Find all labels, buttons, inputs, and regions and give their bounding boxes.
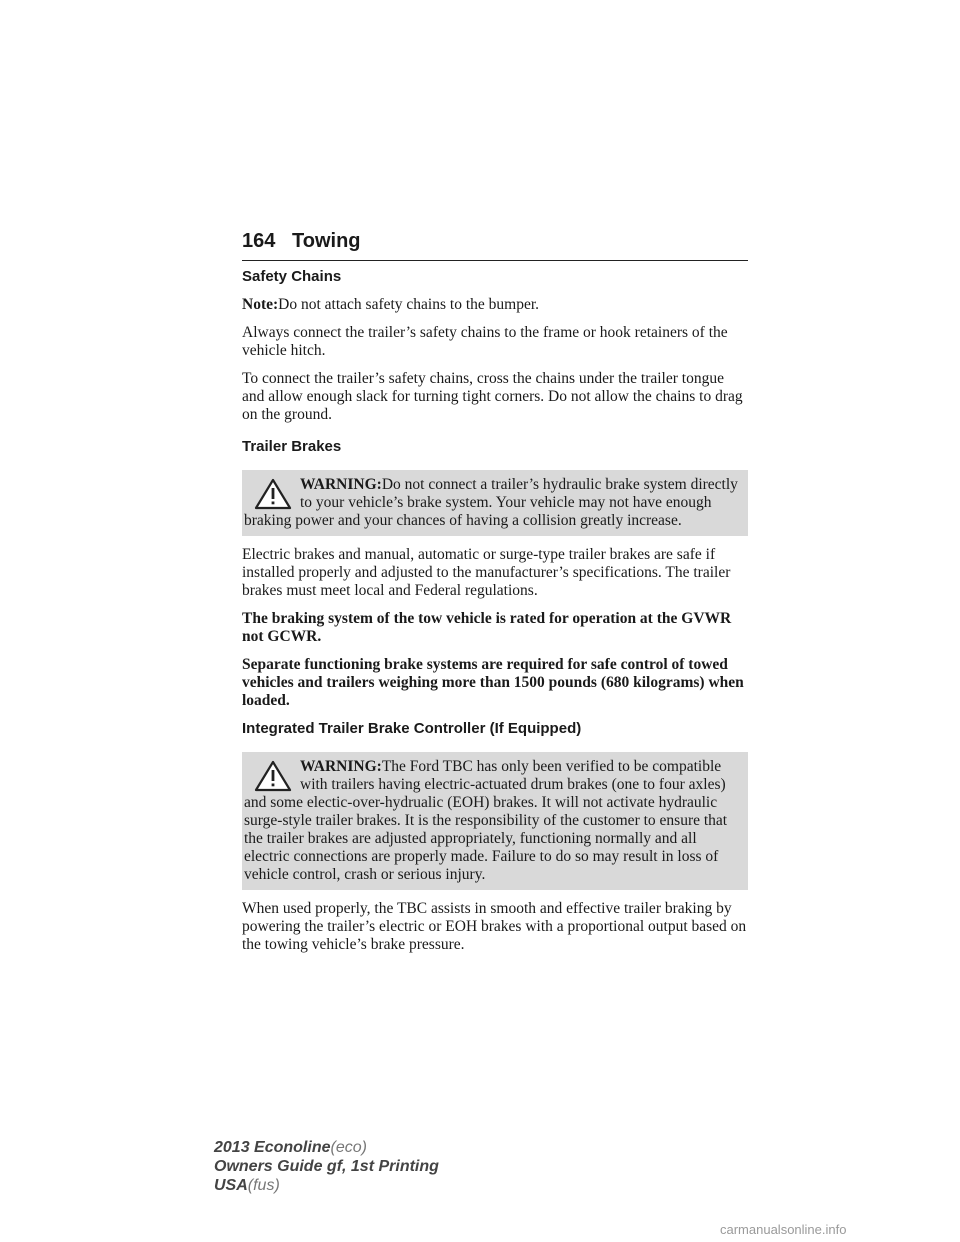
footer-region: USA	[214, 1177, 248, 1194]
heading-tbc: Integrated Trailer Brake Controller (If Equipped)	[242, 720, 582, 737]
safety-chains-paragraph-1: Always connect the trailer’s safety chains to the frame or hook retainers of the vehicle hitch.	[242, 324, 728, 359]
tbc-paragraph-1: When used properly, the TBC assists in smooth and effective trailer braking by powering the trailer’s electric or EOH brakes with a proportional output based on the towing vehicle’s brake pressure.	[242, 900, 747, 953]
trailer-brakes-paragraph-1: Electric brakes and manual, automatic or surge-type trailer brakes are safe if installed properly and adjusted to the manufacturer’s specifications. The trailer brakes must meet local and Federal regulations.	[242, 546, 731, 599]
warning-triangle-icon	[254, 478, 292, 510]
warning-triangle-icon	[254, 760, 292, 792]
note-text: Do not attach safety chains to the bumper.	[278, 296, 539, 313]
trailer-brakes-paragraph-2: The braking system of the tow vehicle is rated for operation at the GVWR not GCWR.	[242, 610, 732, 645]
footer-model: 2013 Econoline	[214, 1139, 331, 1156]
heading-trailer-brakes: Trailer Brakes	[242, 438, 342, 455]
watermark: carmanualsonline.info	[720, 1222, 847, 1237]
warning-label: WARNING:	[300, 758, 382, 775]
page-number: 164	[242, 230, 276, 252]
heading-safety-chains: Safety Chains	[242, 268, 342, 285]
page-content	[242, 268, 748, 964]
footer-guide: Owners Guide gf, 1st Printing	[214, 1158, 439, 1175]
page-header	[242, 230, 748, 261]
trailer-brakes-paragraph-3: Separate functioning brake systems are required for safe control of towed vehicles and trailers weighing more than 1500 pounds (680 kilograms) when loaded.	[242, 656, 744, 709]
warning-box-trailer-brakes	[242, 470, 748, 536]
warning-text: The Ford TBC has only been verified to be compatible with trailers having electric-actuated drum brakes (one to four axles) and some electic-over-hydrualic (EOH) brakes. It will not activate hydraulic surge-style trailer brakes. It is the responsibility of the customer to ensure that the trailer brakes are adjusted appropriately, functioning normally and all electric connections are properly made. Failure to do so may result in loss of vehicle control, crash or serious injury.	[244, 758, 728, 883]
footer-region-code: (fus)	[247, 1177, 280, 1194]
safety-chains-paragraph-2: To connect the trailer’s safety chains, cross the chains under the trailer tongue and allow enough slack for turning tight corners. Do not allow the chains to drag on the ground.	[242, 370, 743, 423]
warning-box-tbc	[242, 752, 748, 890]
footer-model-code: (eco)	[330, 1139, 367, 1156]
document-footer	[214, 1138, 439, 1195]
note-label: Note:	[242, 296, 279, 313]
warning-text: Do not connect a trailer’s hydraulic brake system directly to your vehicle’s brake system. Your vehicle may not have enough braking power and your chances of having a collision greatly increase.	[244, 476, 738, 529]
note-paragraph	[242, 296, 748, 314]
warning-label: WARNING:	[300, 476, 382, 493]
section-title: Towing	[292, 230, 361, 252]
